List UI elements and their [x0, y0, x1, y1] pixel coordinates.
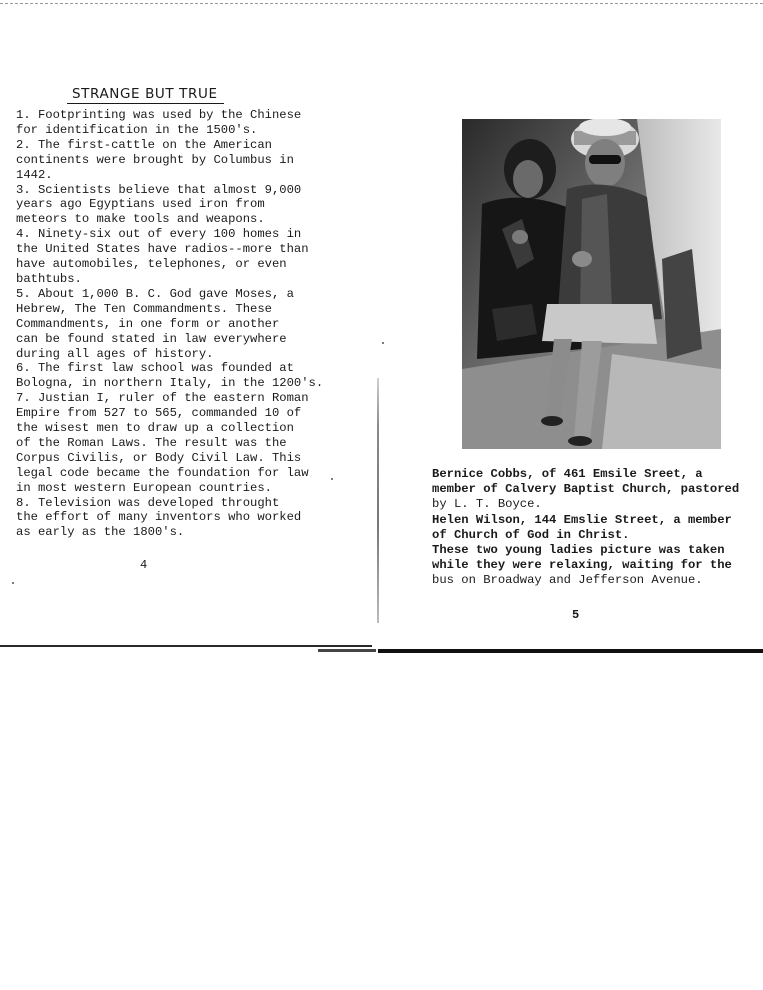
caption-line: by L. T. Boyce.	[432, 497, 542, 512]
caption-line: while they were relaxing, waiting for the	[432, 558, 732, 573]
fact-line: for identification in the 1500's.	[16, 122, 258, 137]
fact-line: 1442.	[16, 167, 53, 182]
scan-speck	[331, 478, 333, 480]
scan-speck	[382, 342, 384, 344]
page-number-left: 4	[140, 558, 148, 572]
fact-line: Bologna, in northern Italy, in the 1200's.	[16, 376, 324, 391]
fact-line: continents were brought by Columbus in	[16, 152, 294, 167]
fact-line: Commandments, in one form or another	[16, 316, 280, 331]
fact-line: 2. The first-cattle on the American	[16, 137, 272, 152]
fact-line: 6. The first law school was founded at	[16, 361, 294, 376]
fact-line: bathtubs.	[16, 271, 82, 286]
fact-line: Corpus Civilis, or Body Civil Law. This	[16, 450, 302, 465]
fact-line: legal code became the foundation for law	[16, 465, 309, 480]
caption-line: member of Calvery Baptist Church, pastored	[432, 482, 740, 497]
fact-line: years ago Egyptians used iron from	[16, 197, 265, 212]
fact-line: 1. Footprinting was used by the Chinese	[16, 108, 302, 122]
fact-line: meteors to make tools and weapons.	[16, 212, 265, 227]
photo-caption	[432, 467, 752, 589]
page-heading: STRANGE BUT TRUE	[72, 86, 218, 102]
top-edge-dashed-line	[0, 3, 763, 4]
caption-line: bus on Broadway and Jefferson Avenue.	[432, 573, 703, 588]
fact-line: Hebrew, The Ten Commandments. These	[16, 301, 272, 316]
fact-line: in most western European countries.	[16, 480, 272, 495]
bottom-edge-left	[0, 645, 372, 647]
facts-list	[16, 108, 346, 540]
page-gutter	[377, 378, 379, 623]
fact-line: during all ages of history.	[16, 346, 214, 361]
heading-underline	[67, 103, 224, 104]
fact-line: the effort of many inventors who worked	[16, 510, 302, 525]
scan-speck	[12, 582, 14, 584]
caption-line: Bernice Cobbs, of 461 Emsile Sreet, a	[432, 467, 703, 481]
fact-line: can be found stated in law everywhere	[16, 331, 287, 346]
photograph-two-women	[462, 119, 721, 449]
fact-line: as early as the 1800's.	[16, 525, 185, 540]
fact-line: Empire from 527 to 565, commanded 10 of	[16, 406, 302, 421]
fact-line: the wisest men to draw up a collection	[16, 421, 294, 436]
caption-line: of Church of God in Christ.	[432, 527, 630, 542]
fact-line: the United States have radios--more than	[16, 242, 309, 257]
caption-line: Helen Wilson, 144 Emslie Street, a member	[432, 512, 732, 527]
fact-line: 4. Ninety-six out of every 100 homes in	[16, 227, 302, 242]
fact-line: 3. Scientists believe that almost 9,000	[16, 182, 302, 197]
fact-line: 5. About 1,000 B. C. God gave Moses, a	[16, 286, 294, 301]
fact-line: 7. Justian I, ruler of the eastern Roman	[16, 391, 309, 406]
fact-line: have automobiles, telephones, or even	[16, 257, 287, 272]
bottom-edge-right	[378, 649, 763, 653]
page-number-right: 5	[572, 608, 580, 622]
caption-line: These two young ladies picture was taken	[432, 543, 725, 558]
fact-line: of the Roman Laws. The result was the	[16, 435, 287, 450]
fact-line: 8. Television was developed throught	[16, 495, 280, 510]
bottom-edge-shadow	[318, 649, 376, 652]
